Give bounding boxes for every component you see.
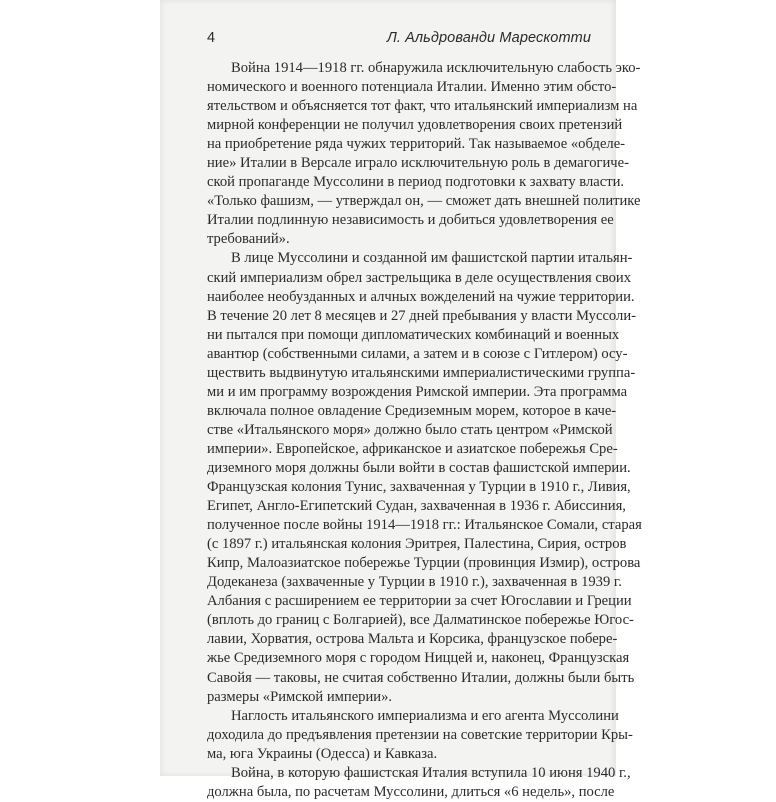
text-line: размеры «Римской империи». xyxy=(207,688,393,705)
text-line: должна была, по расчетам Муссолини, длиться «6 недель», после xyxy=(207,783,615,800)
text-line: Италии подлинную независимость и добиться удовлетворения ее xyxy=(207,212,614,229)
text-line: Савойя — таковы, не считая собственно Италии, должны были быть xyxy=(207,669,635,686)
text-line: ятельством и объясняется тот факт, что итальянский империализм на xyxy=(207,98,638,115)
text-line: диземного моря должны были войти в состав фашистской империи. xyxy=(207,459,631,476)
paragraph xyxy=(207,249,642,706)
text-line: доходила до предъявления претензии на советские территории Кры- xyxy=(207,726,633,743)
text-line: ский империализм обрел застрельщика в деле осуществления своих xyxy=(207,269,632,286)
text-line: Французская колония Тунис, захваченная у Турции в 1910 г., Ливия, xyxy=(207,479,631,496)
text-line: жье Средиземного моря с городом Ниццей и, наконец, Французская xyxy=(207,650,630,667)
text-line: наиболее необузданных и алчных вожделений на чужие территории. xyxy=(207,288,635,305)
paragraph xyxy=(207,59,641,249)
text-line: на приобретение ряда чужих территорий. Так называемое «обделе- xyxy=(207,136,626,153)
text-line: Албания с расширением ее территории за счет Югославии и Греции xyxy=(207,593,632,610)
text-line: Война, в которую фашистская Италия вступила 10 июня 1940 г., xyxy=(231,764,631,781)
text-line: В течение 20 лет 8 месяцев и 27 дней пребывания у власти Муссоли- xyxy=(207,307,636,324)
body-text xyxy=(207,59,642,802)
text-line: лавии, Хорватия, острова Мальта и Корсика, французское побере- xyxy=(207,631,618,648)
text-line: империи». Европейское, африканское и азиатское побережья Сре- xyxy=(207,440,618,457)
text-line: авантюр (собственными силами, а затем и в союзе с Гитлером) осу- xyxy=(207,345,628,362)
text-line: Кипр, Малоазиатское побережье Турции (провинция Измир), острова xyxy=(207,555,641,572)
text-line: «Только фашизм, — утверждал он, — сможет дать внешней политике xyxy=(207,193,641,210)
running-title: Л. Альдрованди Марескотти xyxy=(386,30,591,46)
page-number: 4 xyxy=(207,30,216,46)
text-line: Наглость итальянского империализма и его агента Муссолини xyxy=(231,707,619,724)
text-line: (с 1897 г.) итальянская колония Эритрея, Палестина, Сирия, остров xyxy=(207,536,627,553)
text-line: мирной конференции не получил удовлетворения своих претензий xyxy=(207,117,623,134)
text-line: Война 1914—1918 гг. обнаружила исключительную слабость эко- xyxy=(231,60,641,76)
text-line: стве «Итальянского моря» должно было стать центром «Римской xyxy=(207,421,613,438)
text-line: Додеканеза (захваченные у Турции в 1910 г.), захваченная в 1939 г. xyxy=(207,574,622,591)
text-line: (вплоть до границ с Болгарией), все Далматинское побережье Югос- xyxy=(207,612,634,629)
paragraph xyxy=(207,707,633,764)
text-line: ние» Италии в Версале играло исключительную роль в демагогиче- xyxy=(207,155,629,172)
text-line: ской пропаганде Муссолини в период подготовки к захвату власти. xyxy=(207,174,625,191)
text-line: полученное после войны 1914—1918 гг.: Итальянское Сомали, старая xyxy=(207,517,642,534)
text-line: ни пытался при помощи дипломатических комбинаций и военных xyxy=(207,326,620,343)
text-line: ществить выдвинутую итальянскими империалистическими группа- xyxy=(207,364,636,381)
paragraph xyxy=(207,764,631,802)
book-page xyxy=(160,0,642,800)
text-line: ма, юга Украины (Одесса) и Кавказа. xyxy=(207,745,438,762)
text-line: Египет, Англо-Египетский Судан, захваченная в 1936 г. Абиссиния, xyxy=(207,498,626,515)
text-line: требований». xyxy=(207,231,290,248)
text-line: В лице Муссолини и созданной им фашистской партии итальян- xyxy=(231,250,633,267)
text-line: ми и им программу возрождения Римской империи. Эта программа xyxy=(207,383,628,400)
text-line: номического и военного потенциала Италии. Именно этим обсто- xyxy=(207,79,617,96)
text-line: включала полное овладение Средиземным морем, которое в каче- xyxy=(207,402,617,419)
running-head xyxy=(207,30,591,50)
